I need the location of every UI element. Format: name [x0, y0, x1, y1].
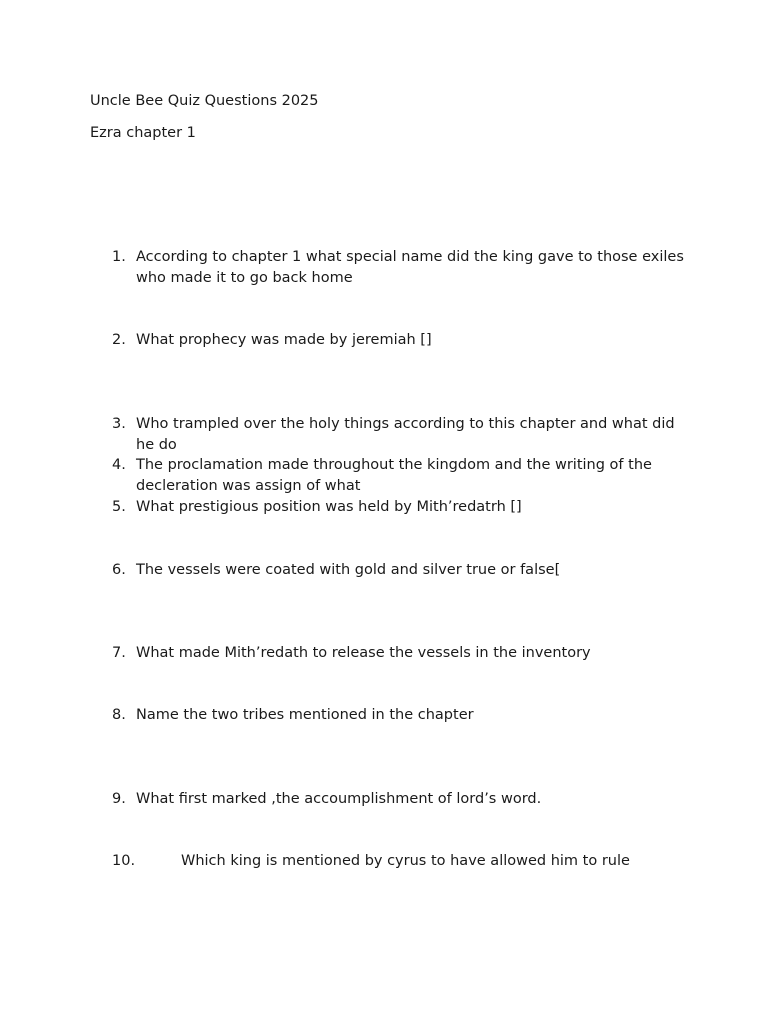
- question-text: What prophecy was made by jeremiah []: [136, 332, 432, 348]
- question-text: What first marked ,the accoumplishment of lord’s word.: [136, 791, 542, 807]
- question-number: 3.: [112, 416, 126, 432]
- question-number: 4.: [112, 457, 126, 473]
- question-text: The proclamation made throughout the kingdom and the writing of the decleration was assign of what: [136, 457, 652, 494]
- question-number: 5.: [112, 499, 126, 515]
- question-number: 9.: [112, 791, 126, 807]
- question-number: 6.: [112, 562, 126, 578]
- document-subtitle: Ezra chapter 1: [90, 125, 196, 141]
- question-number: 1.: [112, 249, 126, 265]
- question-text: Name the two tribes mentioned in the chapter: [136, 707, 474, 723]
- question-text: Which king is mentioned by cyrus to have allowed him to rule: [181, 853, 630, 869]
- question-number: 10.: [112, 853, 136, 869]
- question-text: What made Mith’redath to release the vessels in the inventory: [136, 645, 591, 661]
- question-number: 2.: [112, 332, 126, 348]
- question-text: According to chapter 1 what special name did the king gave to those exiles who made it to go back home: [136, 249, 684, 286]
- question-text: Who trampled over the holy things according to this chapter and what did he do: [136, 416, 675, 453]
- question-number: 8.: [112, 707, 126, 723]
- question-number: 7.: [112, 645, 126, 661]
- question-text: The vessels were coated with gold and silver true or false[: [136, 562, 561, 578]
- question-text: What prestigious position was held by Mith’redatrh []: [136, 499, 522, 515]
- document-title: Uncle Bee Quiz Questions 2025: [90, 93, 319, 109]
